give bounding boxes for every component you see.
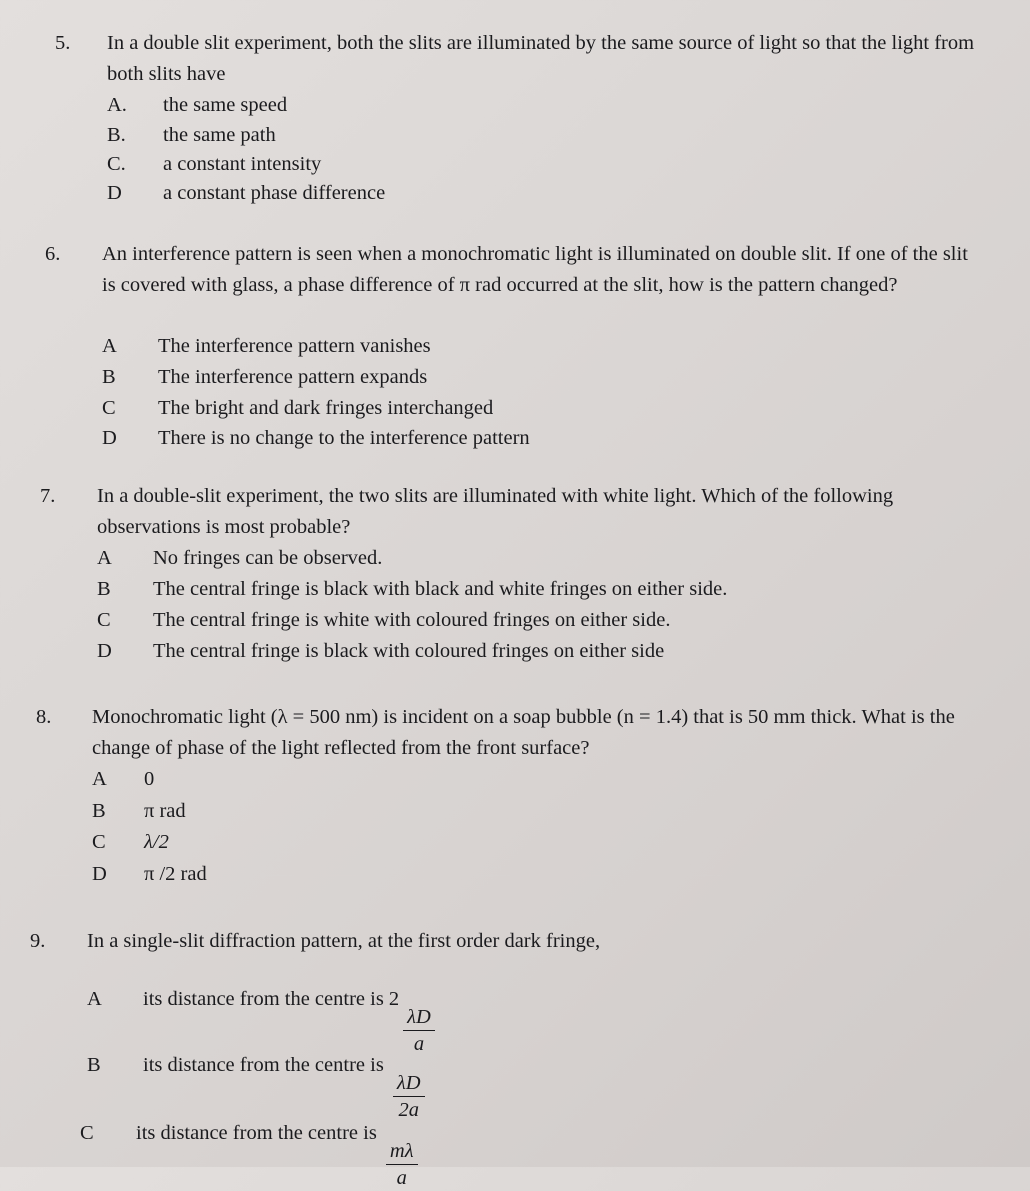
option-text: The bright and dark fringes interchanged: [158, 397, 494, 419]
option-text: There is no change to the interference pattern: [158, 427, 530, 449]
question-number: 5.: [55, 32, 71, 54]
question-number: 8.: [36, 706, 52, 728]
option-letter: C: [92, 831, 106, 853]
option-letter: A: [87, 988, 102, 1010]
option-letter: B.: [107, 124, 126, 146]
option-text: π rad: [144, 800, 186, 822]
option-letter: A: [102, 335, 117, 357]
option-text: The interference pattern expands: [158, 366, 428, 388]
option-letter: B: [87, 1054, 101, 1076]
option-text: 0: [144, 768, 155, 790]
option-text: No fringes can be observed.: [153, 547, 383, 569]
question-number: 9.: [30, 930, 46, 952]
option-text: a constant intensity: [163, 153, 322, 175]
fraction-denominator: 2a: [398, 1099, 420, 1121]
question-number: 7.: [40, 485, 56, 507]
option-text: π /2 rad: [144, 863, 207, 885]
question-stem: In a double slit experiment, both the slits are illuminated by the same source of light so that the light from both slits have: [107, 32, 975, 85]
option-text: a constant phase difference: [163, 182, 386, 204]
option-text: The central fringe is black with black and white fringes on either side.: [153, 578, 728, 600]
coefficient: 2: [388, 988, 400, 1010]
fraction: [386, 1138, 418, 1191]
option-label: its distance from the centre is: [143, 1054, 384, 1076]
option-text: the same speed: [163, 94, 288, 116]
fraction-numerator: λD: [393, 1070, 425, 1097]
fraction-numerator: λD: [403, 1004, 435, 1031]
option-letter: B: [102, 366, 116, 388]
question-stem: In a double-slit experiment, the two slits are illuminated with white light. Which of the following observations is most probable?: [97, 485, 894, 538]
option-text: The central fringe is white with coloured fringes on either side.: [153, 609, 671, 631]
option-text: [143, 1050, 425, 1123]
question-stem: Monochromatic light (λ = 500 nm) is incident on a soap bubble (n = 1.4) that is 50 mm thick. What is the change of phase of the light reflected from the front surface?: [92, 706, 955, 759]
option-letter: B: [97, 578, 111, 600]
option-letter: A: [92, 768, 107, 790]
option-letter: C: [80, 1122, 94, 1144]
option-letter: D: [102, 427, 117, 449]
option-text: [143, 984, 435, 1057]
option-letter: D: [97, 640, 112, 662]
question-stem: An interference pattern is seen when a monochromatic light is illuminated on double slit. If one of the slit is covered with glass, a phase difference of π rad occurred at the slit, how is the pattern changed?: [102, 243, 968, 296]
fraction: [393, 1070, 425, 1123]
option-text: λ/2: [144, 831, 169, 853]
option-letter: C: [97, 609, 111, 631]
question-number: 6.: [45, 243, 61, 265]
option-label: its distance from the centre is: [143, 988, 384, 1010]
option-text: [136, 1118, 418, 1191]
option-letter: A.: [107, 94, 127, 116]
option-text: The central fringe is black with coloured fringes on either side: [153, 640, 665, 662]
option-letter: A: [97, 547, 112, 569]
option-letter: C.: [107, 153, 126, 175]
option-letter: D: [92, 863, 107, 885]
option-text: The interference pattern vanishes: [158, 335, 431, 357]
option-letter: D: [107, 182, 122, 204]
option-label: its distance from the centre is: [136, 1122, 377, 1144]
fraction-denominator: a: [413, 1033, 425, 1055]
option-letter: B: [92, 800, 106, 822]
question-stem: In a single-slit diffraction pattern, at the first order dark fringe,: [87, 930, 601, 952]
fraction-numerator: mλ: [386, 1138, 418, 1165]
fraction-denominator: a: [396, 1167, 407, 1189]
option-text: the same path: [163, 124, 276, 146]
option-letter: C: [102, 397, 116, 419]
